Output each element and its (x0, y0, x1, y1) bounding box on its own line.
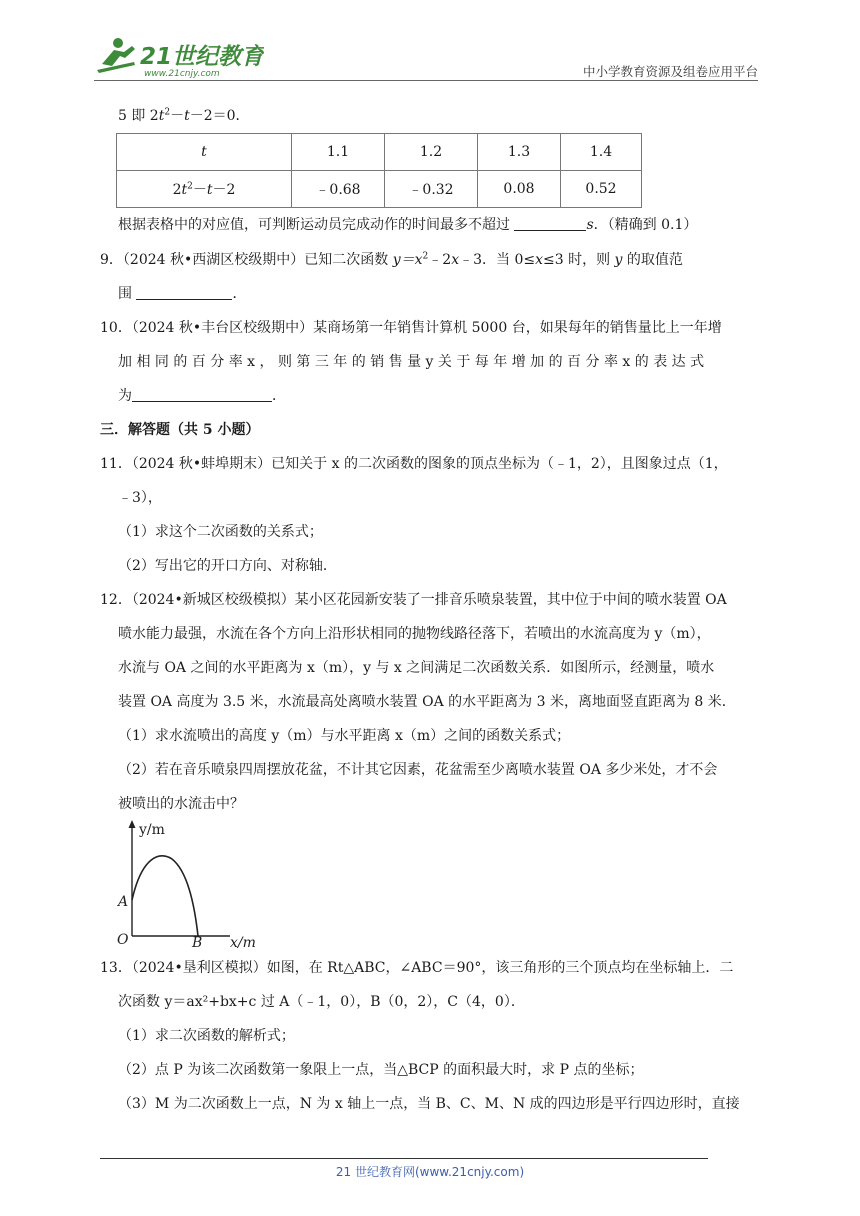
table-cell: 0.52 (561, 171, 642, 208)
q13-line1: 13．（2024•垦利区模拟）如图，在 Rt△ABC，∠ABC＝90°，该三角形的三个顶点均在坐标轴上．二 (100, 960, 734, 976)
q13-line2: 次函数 y＝ax²+bx+c 过 A（﹣1，0），B（0，2），C（4，0）． (118, 994, 525, 1010)
table-row (117, 134, 642, 171)
q11-line1: 11．（2024 秋•蚌埠期末）已知关于 x 的二次函数的图象的顶点坐标为（﹣1，2），且图象过点（1， (100, 456, 728, 472)
table-cell: 1.4 (561, 134, 642, 171)
x-axis-label: x/m (230, 935, 256, 948)
origin-label: O (117, 932, 129, 948)
q12-sub2b: 被喷出的水流击中？ (118, 796, 244, 812)
q12-sub1: （1）求水流喷出的高度 y（m）与水平距离 x（m）之间的函数关系式； (118, 728, 571, 744)
q11-line2: ﹣3）， (118, 490, 162, 506)
table-cell: 0.08 (478, 171, 561, 208)
q9-line2: 围 ． (118, 286, 247, 302)
answer-blank[interactable] (514, 216, 586, 231)
table-cell: ﹣0.32 (385, 171, 478, 208)
q13-sub2: （2）点 P 为该二次函数第一象限上一点，当△BCP 的面积最大时，求 P 点的坐标； (118, 1062, 644, 1078)
q10-line3: 为 ． (118, 388, 286, 404)
fountain-figure (112, 818, 272, 948)
header-divider (94, 80, 758, 81)
q11-sub2: （2）写出它的开口方向、对称轴． (118, 558, 337, 574)
table-cell: $2t^2-t-2$ (117, 171, 292, 208)
y-axis-arrow (129, 820, 136, 828)
site-logo (94, 34, 264, 80)
table-cell: 1.3 (478, 134, 561, 171)
q8-value-table (116, 133, 642, 208)
table-cell: 1.2 (385, 134, 478, 171)
q12-line4: 装置 OA 高度为 3.5 米，水流最高处离喷水装置 OA 的水平距离为 3 米，离地面竖直距离为 8 米． (118, 694, 736, 710)
q12-line1: 12．（2024•新城区校级模拟）某小区花园新安装了一排音乐喷泉装置，其中位于中间的喷水装置 OA (100, 592, 727, 608)
table-cell: ﹣0.68 (292, 171, 385, 208)
footer-divider (100, 1158, 708, 1159)
parabola-curve (132, 856, 198, 936)
table-cell: t (117, 134, 292, 171)
svg-text:www.21cnjy.com: www.21cnjy.com (144, 69, 220, 79)
q11-sub1: （1）求这个二次函数的关系式； (118, 524, 323, 540)
footer-link[interactable]: 21 世纪教育网(www.21cnjy.com) (335, 1165, 525, 1179)
table-row (117, 171, 642, 208)
table-cell: 1.1 (292, 134, 385, 171)
answer-blank[interactable] (136, 285, 232, 300)
platform-name: 中小学教育资源及组卷应用平台 (582, 64, 758, 79)
q12-line3: 水流与 OA 之间的水平距离为 x（m），y 与 x 之间满足二次函数关系．如图所示，经测量，喷水 (118, 660, 715, 676)
q9-line1: 9．（2024 秋•西湖区校级期中）已知二次函数 $y=x^2﹣2x﹣3$．当 0≤x≤3 时，则 y 的取值范 (100, 251, 683, 268)
q13-sub1: （1）求二次函数的解析式； (118, 1028, 295, 1044)
q10-line1: 10．（2024 秋•丰台区校级期中）某商场第一年销售计算机 5000 台，如果每年的销售量比上一年增 (100, 320, 722, 336)
q8-equation: 5 即 $2t^2-t-2=0$． (118, 107, 250, 124)
q12-sub2: （2）若在音乐喷泉四周摆放花盆，不计其它因素，花盆需至少离喷水装置 OA 多少米处，才不会 (118, 762, 718, 778)
q12-line2: 喷水能力最强，水流在各个方向上沿形状相同的抛物线路径落下，若喷出的水流高度为 y（m）， (118, 626, 711, 642)
q13-sub3: （3）M 为二次函数上一点，N 为 x 轴上一点，当 B、C、M、N 成的四边形是平行四边形时，直接 (118, 1096, 740, 1112)
answer-blank[interactable] (132, 387, 272, 402)
point-a-label: A (118, 894, 129, 910)
q8-conclusion: 根据表格中的对应值，可判断运动员完成动作的时间最多不超过 s．（精确到 0.1） (118, 217, 698, 233)
svg-text:21世纪教育: 21世纪教育 (140, 44, 264, 70)
q10-line2: 加 相 同 的 百 分 率 x ， 则 第 三 年 的 销 售 量 y 关 于 每 年 增 加 的 百 分 率 x 的 表 达 式 (118, 354, 705, 370)
point-b-label: B (192, 935, 203, 948)
y-axis-label: y/m (139, 822, 165, 838)
section-title: 三．解答题（共 5 小题） (100, 422, 260, 438)
